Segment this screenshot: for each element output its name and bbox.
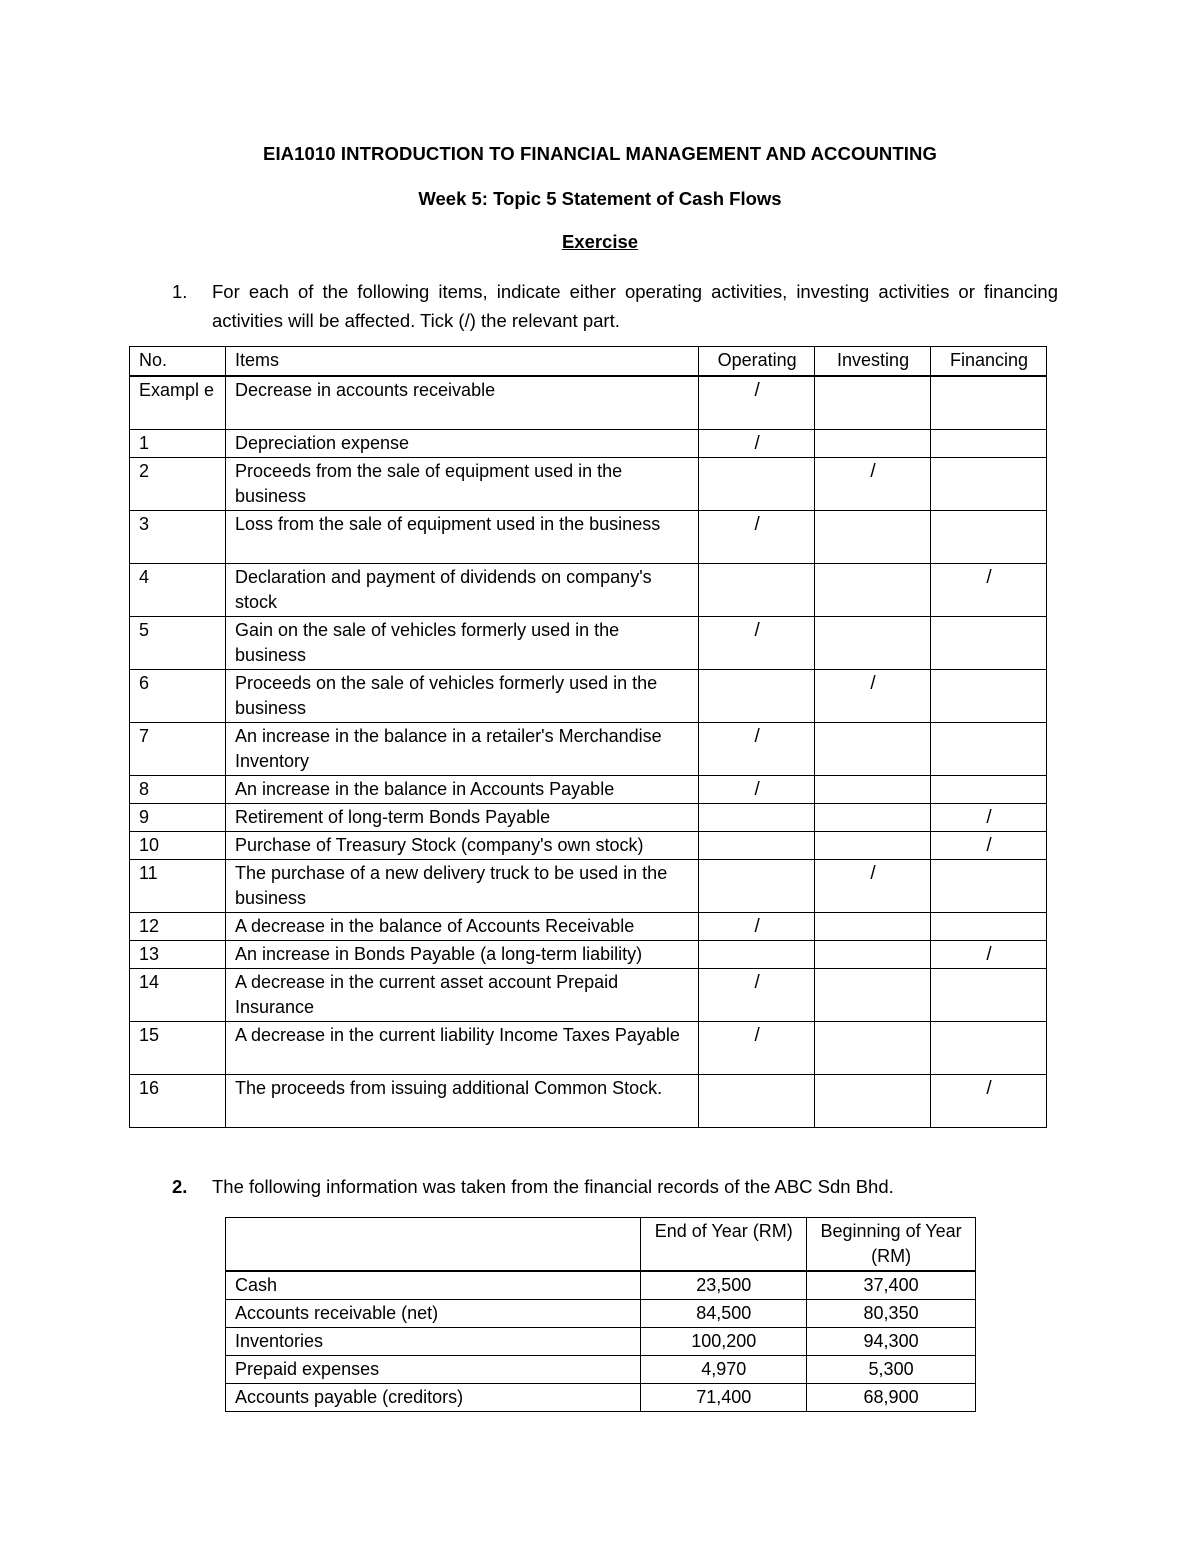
operating-tick: [699, 831, 815, 859]
table-row: [130, 1074, 1047, 1127]
row-number: 10: [130, 831, 226, 859]
table-row: [130, 616, 1047, 669]
table-row: [130, 912, 1047, 940]
operating-tick: /: [699, 968, 815, 1021]
col-header-investing: Investing: [815, 347, 931, 377]
beginning-of-year-value: 94,300: [807, 1328, 976, 1356]
investing-tick: /: [815, 669, 931, 722]
financing-tick: /: [931, 563, 1047, 616]
exercise-title: Exercise: [561, 231, 639, 252]
financing-tick: [931, 1021, 1047, 1074]
table-row: [130, 457, 1047, 510]
row-number: 1: [130, 429, 226, 457]
col-header-end-of-year: End of Year (RM): [641, 1218, 807, 1272]
operating-tick: [699, 803, 815, 831]
table-row: [226, 1300, 976, 1328]
beginning-of-year-value: 37,400: [807, 1271, 976, 1300]
week-title: Week 5: Topic 5 Statement of Cash Flows: [418, 188, 782, 209]
row-item: Decrease in accounts receivable: [225, 376, 698, 429]
table-row: [226, 1384, 976, 1412]
end-of-year-value: 23,500: [641, 1271, 807, 1300]
operating-tick: [699, 859, 815, 912]
row-item: An increase in the balance in Accounts Payable: [225, 775, 698, 803]
row-item: Retirement of long-term Bonds Payable: [225, 803, 698, 831]
row-number: 11: [130, 859, 226, 912]
row-number: 12: [130, 912, 226, 940]
table-row: [130, 968, 1047, 1021]
end-of-year-value: 4,970: [641, 1356, 807, 1384]
row-item: Purchase of Treasury Stock (company's own stock): [225, 831, 698, 859]
investing-tick: [815, 1074, 931, 1127]
operating-tick: /: [699, 616, 815, 669]
investing-tick: [815, 563, 931, 616]
activities-table-header: [130, 347, 1047, 377]
financing-tick: /: [931, 1074, 1047, 1127]
col-header-beginning-of-year: Beginning of Year (RM): [807, 1218, 976, 1272]
record-label: Cash: [226, 1271, 641, 1300]
investing-tick: [815, 616, 931, 669]
row-item: Gain on the sale of vehicles formerly used in the business: [225, 616, 698, 669]
table-row: [130, 563, 1047, 616]
financing-tick: /: [931, 831, 1047, 859]
col-header-items: Items: [225, 347, 698, 377]
operating-tick: /: [699, 376, 815, 429]
financial-records-header: [226, 1218, 976, 1272]
investing-tick: [815, 831, 931, 859]
row-number: Exampl e: [130, 376, 226, 429]
financial-records-table: [225, 1217, 976, 1412]
operating-tick: /: [699, 722, 815, 775]
investing-tick: [815, 912, 931, 940]
table-row: [130, 859, 1047, 912]
question-1-text: For each of the following items, indicate either operating activities, investing activities or financing activities will be affected. Tick (/) the relevant part.: [212, 281, 1058, 331]
table-row: [130, 803, 1047, 831]
activities-table: [129, 346, 1047, 1128]
row-item: An increase in Bonds Payable (a long-term liability): [225, 940, 698, 968]
operating-tick: [699, 1074, 815, 1127]
row-item: Declaration and payment of dividends on company's stock: [225, 563, 698, 616]
row-number: 13: [130, 940, 226, 968]
record-label: Prepaid expenses: [226, 1356, 641, 1384]
table-row: [226, 1271, 976, 1300]
row-item: The proceeds from issuing additional Common Stock.: [225, 1074, 698, 1127]
investing-tick: [815, 722, 931, 775]
investing-tick: [815, 429, 931, 457]
row-number: 15: [130, 1021, 226, 1074]
operating-tick: /: [699, 429, 815, 457]
beginning-of-year-value: 80,350: [807, 1300, 976, 1328]
investing-tick: /: [815, 457, 931, 510]
financing-tick: [931, 510, 1047, 563]
record-label: Accounts payable (creditors): [226, 1384, 641, 1412]
table-row: [130, 831, 1047, 859]
row-item: A decrease in the current liability Income Taxes Payable: [225, 1021, 698, 1074]
financing-tick: [931, 376, 1047, 429]
table-row: [226, 1356, 976, 1384]
row-item: A decrease in the balance of Accounts Receivable: [225, 912, 698, 940]
col-header-no: No.: [130, 347, 226, 377]
row-number: 7: [130, 722, 226, 775]
investing-tick: [815, 940, 931, 968]
table-row: [130, 429, 1047, 457]
table-row: [130, 722, 1047, 775]
operating-tick: /: [699, 510, 815, 563]
financing-tick: [931, 722, 1047, 775]
table-row: [226, 1328, 976, 1356]
table-row: [130, 775, 1047, 803]
row-number: 5: [130, 616, 226, 669]
question-1-number: 1.: [172, 281, 188, 302]
row-number: 4: [130, 563, 226, 616]
row-number: 2: [130, 457, 226, 510]
row-item: An increase in the balance in a retailer's Merchandise Inventory: [225, 722, 698, 775]
question-2-text: The following information was taken from the financial records of the ABC Sdn Bhd.: [212, 1176, 894, 1197]
end-of-year-value: 100,200: [641, 1328, 807, 1356]
question-2-number: 2.: [172, 1176, 188, 1197]
financing-tick: [931, 457, 1047, 510]
row-number: 16: [130, 1074, 226, 1127]
row-item: A decrease in the current asset account Prepaid Insurance: [225, 968, 698, 1021]
operating-tick: [699, 669, 815, 722]
row-item: Loss from the sale of equipment used in the business: [225, 510, 698, 563]
financing-tick: [931, 616, 1047, 669]
operating-tick: /: [699, 775, 815, 803]
operating-tick: [699, 563, 815, 616]
financing-tick: /: [931, 803, 1047, 831]
investing-tick: [815, 376, 931, 429]
table-row: [130, 510, 1047, 563]
row-number: 3: [130, 510, 226, 563]
col-header-financing: Financing: [931, 347, 1047, 377]
row-item: Proceeds from the sale of equipment used in the business: [225, 457, 698, 510]
operating-tick: [699, 940, 815, 968]
beginning-of-year-value: 5,300: [807, 1356, 976, 1384]
financing-tick: [931, 429, 1047, 457]
investing-tick: /: [815, 859, 931, 912]
end-of-year-value: 84,500: [641, 1300, 807, 1328]
investing-tick: [815, 775, 931, 803]
table-row: [130, 669, 1047, 722]
financing-tick: [931, 669, 1047, 722]
investing-tick: [815, 968, 931, 1021]
beginning-of-year-value: 68,900: [807, 1384, 976, 1412]
row-item: The purchase of a new delivery truck to be used in the business: [225, 859, 698, 912]
record-label: Inventories: [226, 1328, 641, 1356]
row-number: 6: [130, 669, 226, 722]
row-item: Proceeds on the sale of vehicles formerly used in the business: [225, 669, 698, 722]
operating-tick: /: [699, 912, 815, 940]
col-header-label: [226, 1218, 641, 1272]
row-number: 8: [130, 775, 226, 803]
financing-tick: [931, 968, 1047, 1021]
end-of-year-value: 71,400: [641, 1384, 807, 1412]
table-row: [130, 1021, 1047, 1074]
operating-tick: [699, 457, 815, 510]
financing-tick: [931, 859, 1047, 912]
financing-tick: [931, 775, 1047, 803]
table-row: [130, 940, 1047, 968]
investing-tick: [815, 803, 931, 831]
col-header-operating: Operating: [699, 347, 815, 377]
row-number: 9: [130, 803, 226, 831]
record-label: Accounts receivable (net): [226, 1300, 641, 1328]
financing-tick: [931, 912, 1047, 940]
investing-tick: [815, 1021, 931, 1074]
financing-tick: /: [931, 940, 1047, 968]
course-title: EIA1010 INTRODUCTION TO FINANCIAL MANAGEMENT AND ACCOUNTING: [263, 143, 937, 164]
operating-tick: /: [699, 1021, 815, 1074]
row-number: 14: [130, 968, 226, 1021]
investing-tick: [815, 510, 931, 563]
table-row: [130, 376, 1047, 429]
row-item: Depreciation expense: [225, 429, 698, 457]
